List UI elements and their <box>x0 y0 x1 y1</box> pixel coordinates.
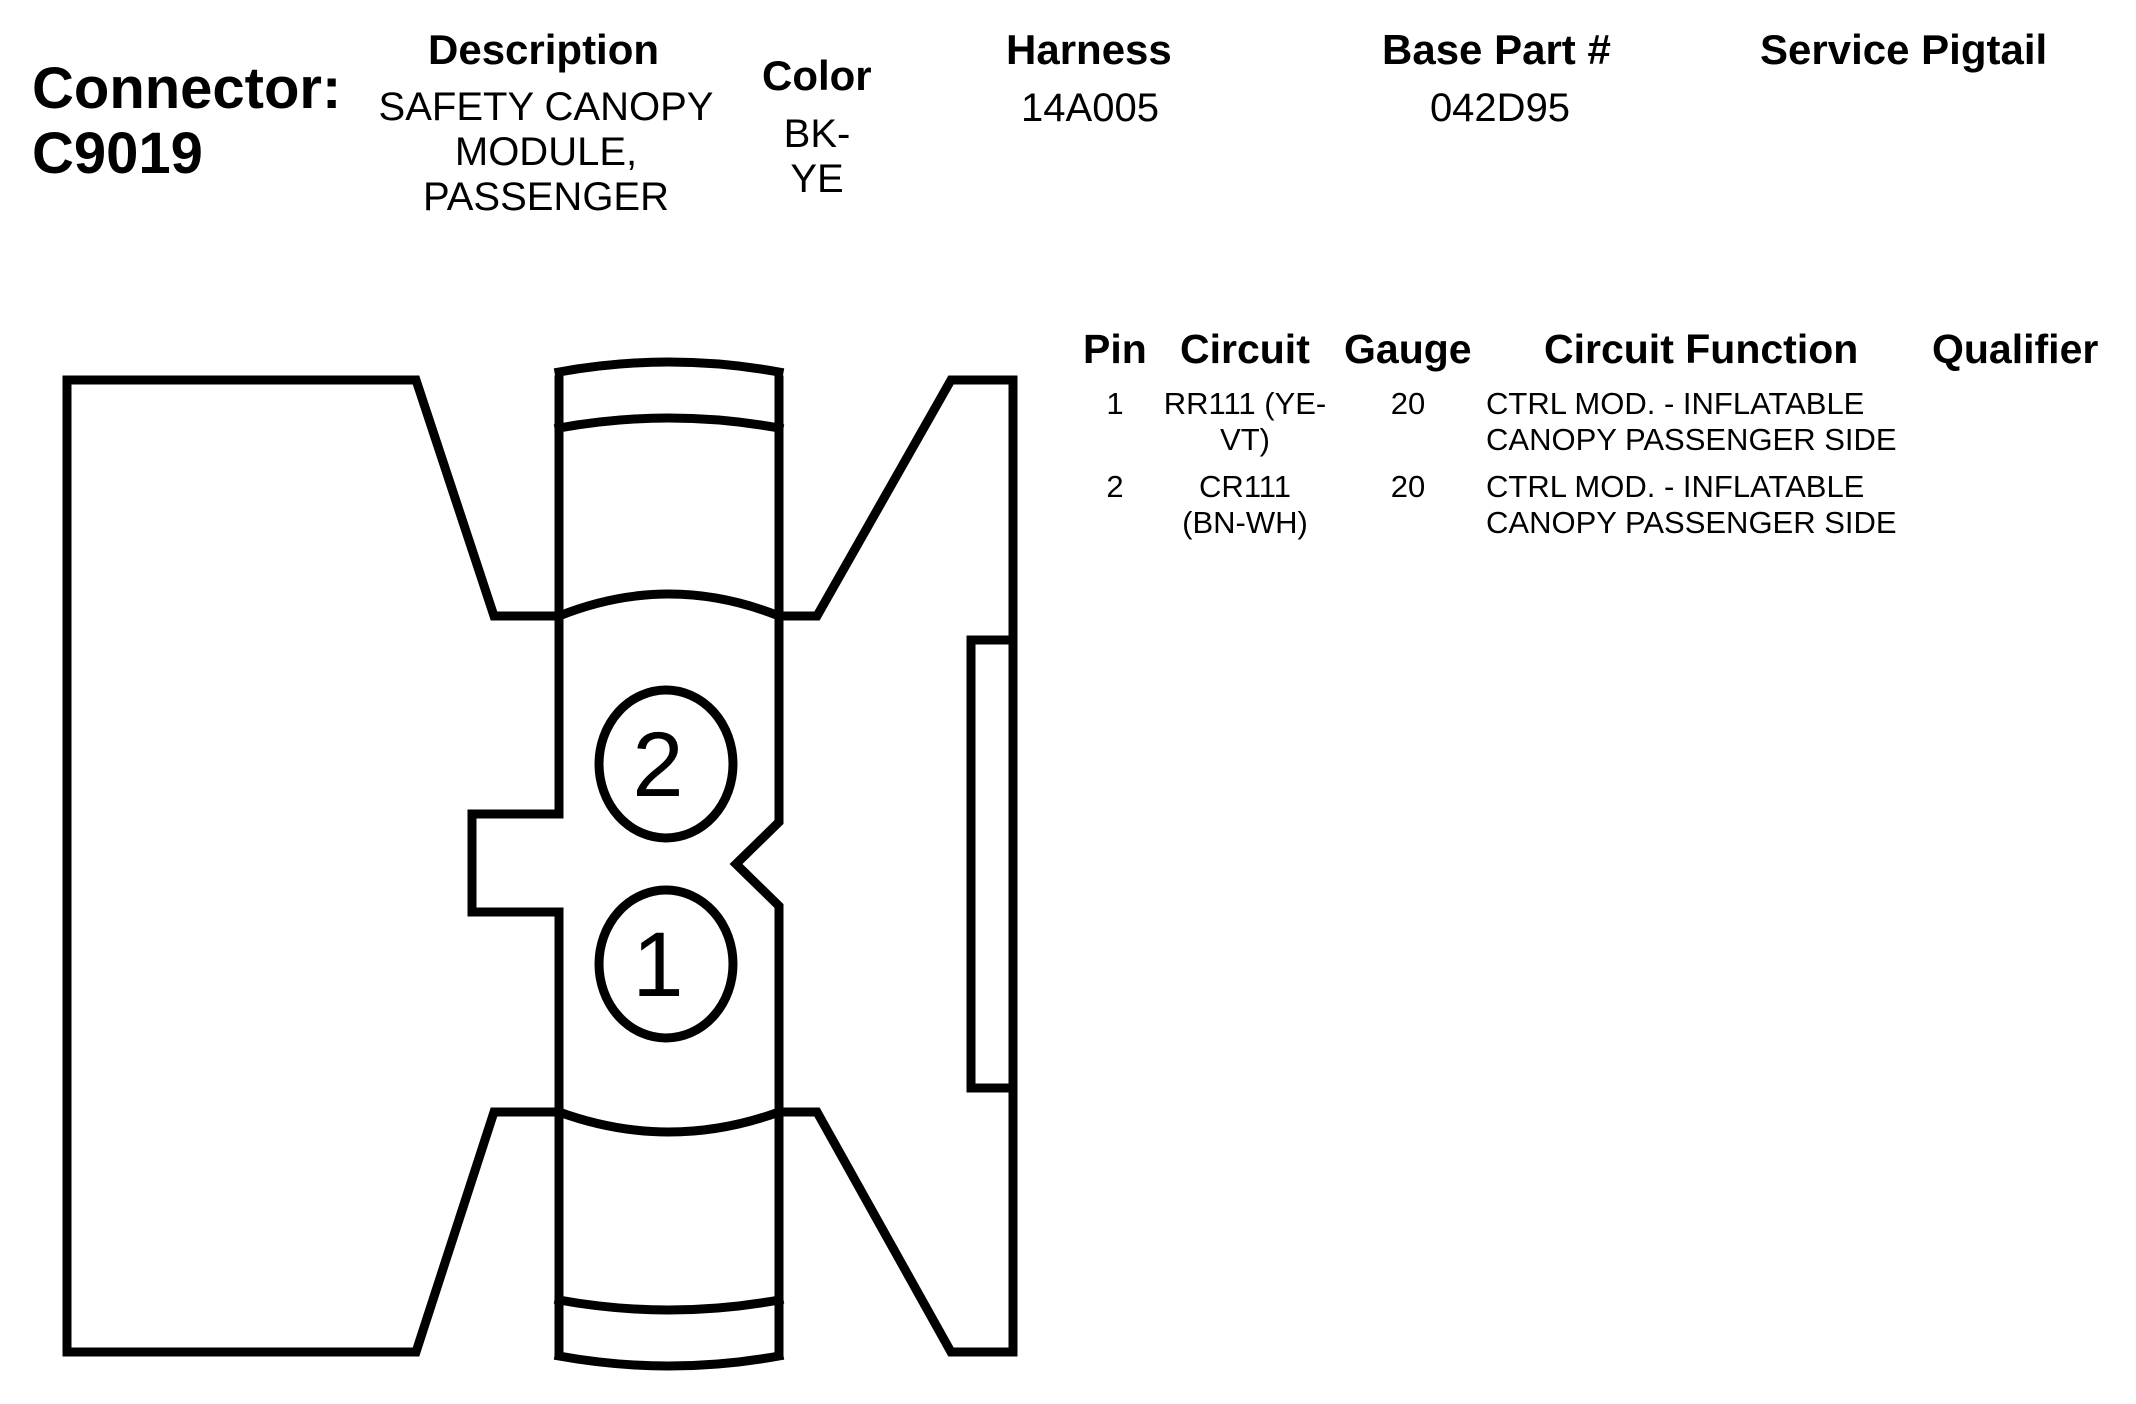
connector-center-right-wall <box>736 380 779 1352</box>
pin-number: 1 <box>1106 386 1124 421</box>
circuit-function-column-header: Circuit Function <box>1544 326 1859 372</box>
base-part-header: Base Part # <box>1382 26 1611 73</box>
connector-right-rib <box>971 640 1013 1088</box>
harness-header: Harness <box>1006 26 1172 73</box>
color-line: BK- <box>783 112 851 156</box>
circuit-function-line: CANOPY PASSENGER SIDE <box>1486 505 1897 540</box>
qualifier-column-header: Qualifier <box>1932 326 2099 372</box>
gauge-value: 20 <box>1390 469 1426 504</box>
pin-label: 2 <box>632 714 684 816</box>
connector-label: Connector: <box>32 56 342 121</box>
connector-lower-arc <box>559 1112 779 1132</box>
gauge-column-header: Gauge <box>1344 326 1472 372</box>
color-header: Color <box>762 52 872 99</box>
connector-bottom-arc-inner <box>559 1300 779 1310</box>
pin-column-header: Pin <box>1083 326 1147 372</box>
pin-label: 1 <box>632 914 684 1016</box>
connector-id: C9019 <box>32 121 203 186</box>
pin-number: 2 <box>1106 469 1124 504</box>
circuit-function-line: CTRL MOD. - INFLATABLE <box>1486 469 1865 504</box>
gauge-value: 20 <box>1390 386 1426 421</box>
connector-top-arc-outer <box>559 362 779 372</box>
connector-center-left-wall <box>472 380 559 1352</box>
description-line: SAFETY CANOPY <box>378 85 714 129</box>
connector-left-body <box>67 380 559 1352</box>
connector-top-arc-inner <box>559 418 779 428</box>
circuit-line: VT) <box>1220 422 1270 457</box>
harness-value: 14A005 <box>1021 86 1159 130</box>
circuit-line: CR111 <box>1199 469 1291 504</box>
connector-right-body <box>779 380 1013 1352</box>
circuit-column-header: Circuit <box>1180 326 1310 372</box>
base-part-value: 042D95 <box>1429 86 1571 130</box>
service-pigtail-header: Service Pigtail <box>1760 26 2048 73</box>
connector-bottom-arc-outer <box>559 1356 779 1366</box>
connector-upper-arc <box>559 594 779 616</box>
circuit-function-line: CTRL MOD. - INFLATABLE <box>1486 386 1865 421</box>
description-header: Description <box>428 26 660 73</box>
description-line: MODULE, <box>454 130 638 174</box>
circuit-line: (BN-WH) <box>1182 505 1308 540</box>
description-line: PASSENGER <box>423 175 669 219</box>
circuit-line: RR111 (YE- <box>1163 386 1327 421</box>
circuit-function-line: CANOPY PASSENGER SIDE <box>1486 422 1897 457</box>
color-line: YE <box>790 157 844 201</box>
